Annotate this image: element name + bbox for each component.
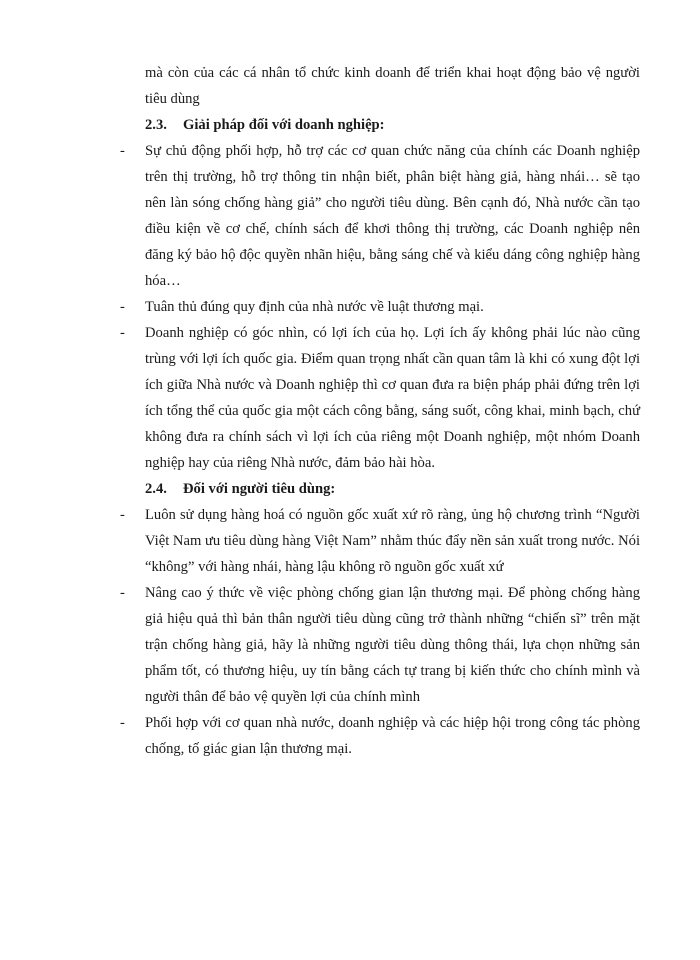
section-number: 2.4. bbox=[145, 481, 167, 497]
bullet-marker: - bbox=[120, 299, 125, 315]
bullet-marker: - bbox=[120, 325, 125, 341]
section-title: Đối với người tiêu dùng: bbox=[183, 481, 336, 497]
bullet-marker: - bbox=[120, 585, 125, 601]
bullet-text: Nâng cao ý thức về việc phòng chống gian lận thương mại. Để phòng chống hàng giả hiệu quả thì bản thân người tiêu dùng cũng trở thành những “chiến sĩ” trên mặt trận chống hàng giả, hãy là những người tiêu dùng thông thái, lựa chọn những sản phẩm tốt, có thương hiệu, uy tín bằng cách tự trang bị kiến thức cho chính mình và người thân để bảo vệ quyền lợi của chính mình bbox=[145, 585, 640, 705]
bullet-item bbox=[120, 502, 640, 580]
section-heading-2-3 bbox=[120, 112, 640, 138]
bullet-marker: - bbox=[120, 715, 125, 731]
document-body bbox=[120, 60, 640, 762]
bullet-marker: - bbox=[120, 507, 125, 523]
bullet-item bbox=[120, 580, 640, 710]
bullet-text: Doanh nghiệp có góc nhìn, có lợi ích của họ. Lợi ích ấy không phải lúc nào cũng trùng với lợi ích quốc gia. Điểm quan trọng nhất cần quan tâm là khi có xung đột lợi ích giữa Nhà nước và Doanh nghiệp thì cơ quan đưa ra biện pháp phải đứng trên lợi ích tổng thể của quốc gia một cách công bằng, sáng suốt, công khai, minh bạch, chứ không đưa ra chính sách vì lợi ích của riêng một Doanh nghiệp, một nhóm Doanh nghiệp hay của riêng Nhà nước, đảm bảo hài hòa. bbox=[145, 325, 640, 471]
section-heading-2-4 bbox=[120, 476, 640, 502]
bullet-marker: - bbox=[120, 143, 125, 159]
section-number: 2.3. bbox=[145, 117, 167, 133]
bullet-text: Luôn sử dụng hàng hoá có nguồn gốc xuất xứ rõ ràng, ủng hộ chương trình “Người Việt Nam ưu tiêu dùng hàng Việt Nam” nhằm thúc đẩy nền sản xuất trong nước. Nói “không” với hàng nhái, hàng lậu không rõ nguồn gốc xuất xứ bbox=[145, 507, 640, 575]
bullet-item bbox=[120, 710, 640, 762]
section-title: Giải pháp đối với doanh nghiệp: bbox=[183, 117, 385, 133]
bullet-text: Sự chủ động phối hợp, hỗ trợ các cơ quan chức năng của chính các Doanh nghiệp trên thị trường, hỗ trợ thông tin nhận biết, phân biệt hàng giả, hàng nhái… sẽ tạo nên làn sóng chống hàng giả” cho người tiêu dùng. Bên cạnh đó, Nhà nước cần tạo điều kiện về cơ chế, chính sách để khơi thông thị trường, các Doanh nghiệp nên đăng ký bảo hộ độc quyền nhãn hiệu, bằng sáng chế và kiểu dáng công nghiệp hàng hóa… bbox=[145, 143, 640, 289]
bullet-text: Tuân thủ đúng quy định của nhà nước về luật thương mại. bbox=[145, 299, 484, 315]
bullet-item bbox=[120, 138, 640, 294]
intro-paragraph: mà còn của các cá nhân tổ chức kinh doanh để triển khai hoạt động bảo vệ người tiêu dùng bbox=[145, 65, 640, 107]
bullet-item bbox=[120, 294, 640, 320]
bullet-text: Phối hợp với cơ quan nhà nước, doanh nghiệp và các hiệp hội trong công tác phòng chống, tố giác gian lận thương mại. bbox=[145, 715, 640, 757]
bullet-item bbox=[120, 320, 640, 476]
